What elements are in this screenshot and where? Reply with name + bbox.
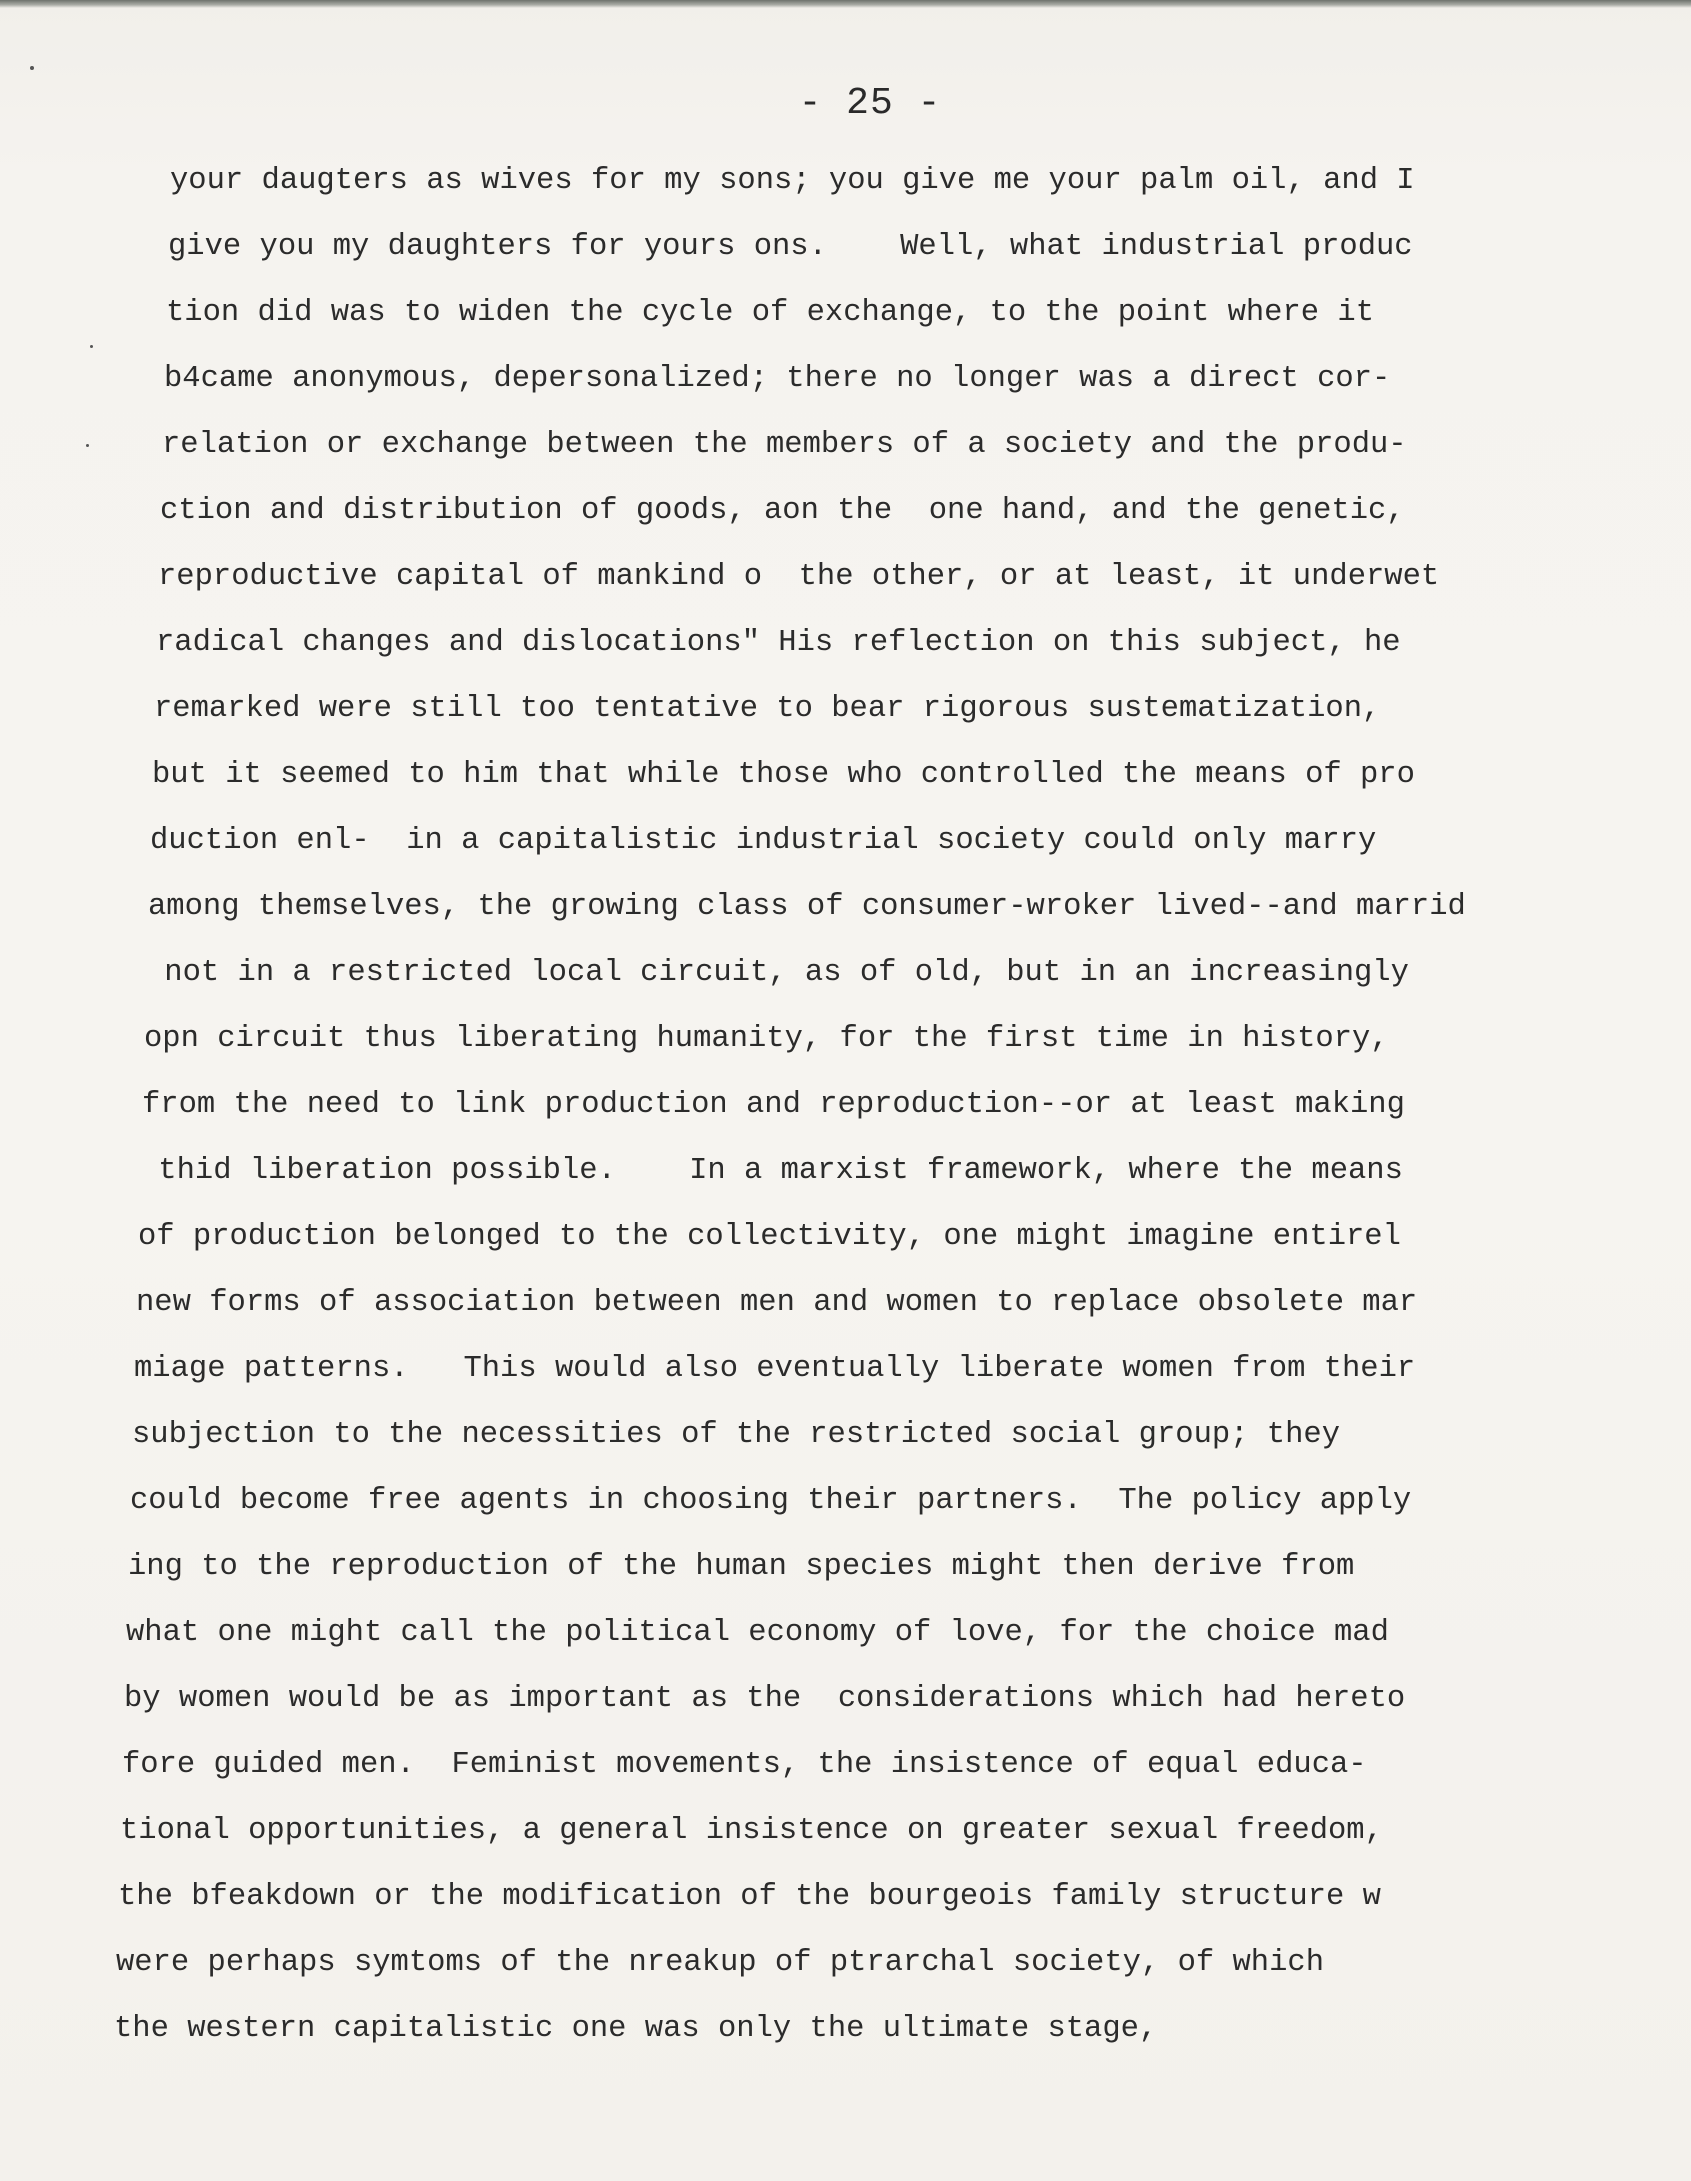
text-line: subjection to the necessities of the restricted social group; they — [132, 1418, 1340, 1452]
text-line: remarked were still too tentative to bear rigorous sustematization, — [154, 692, 1381, 726]
text-line: could become free agents in choosing their partners. The policy apply — [130, 1484, 1412, 1518]
text-line: among themselves, the growing class of consumer-wroker lived--and marrid — [148, 890, 1466, 924]
text-line: opn circuit thus liberating humanity, for the first time in history, — [144, 1022, 1389, 1056]
text-line: the bfeakdown or the modification of the bourgeois family structure w — [118, 1880, 1381, 1914]
text-line: radical changes and dislocations" His reflection on this subject, he — [156, 626, 1401, 660]
text-line: from the need to link production and reproduction--or at least making — [142, 1088, 1405, 1122]
text-line: the western capitalistic one was only the ultimate stage, — [114, 2012, 1158, 2046]
text-line: give you my daughters for yours ons. Well, what industrial produc — [168, 230, 1413, 264]
text-line: but it seemed to him that while those who controlled the means of pro — [152, 758, 1415, 792]
text-line: ing to the reproduction of the human species might then derive from — [128, 1550, 1355, 1584]
text-line: new forms of association between men and women to replace obsolete mar — [136, 1286, 1418, 1320]
text-line: b4came anonymous, depersonalized; there no longer was a direct cor- — [164, 362, 1391, 396]
text-line: of production belonged to the collectivity, one might imagine entirel — [138, 1220, 1401, 1254]
text-line: tion did was to widen the cycle of exchange, to the point where it — [166, 296, 1374, 330]
text-line: reproductive capital of mankind o the other, or at least, it underwet — [158, 560, 1440, 594]
text-line: your daugters as wives for my sons; you give me your palm oil, and I — [170, 164, 1415, 198]
text-line: ction and distribution of goods, aon the one hand, and the genetic, — [160, 494, 1405, 528]
text-line: by women would be as important as the considerations which had hereto — [124, 1682, 1406, 1716]
scan-top-edge — [0, 0, 1691, 8]
text-line: fore guided men. Feminist movements, the insistence of equal educa- — [122, 1748, 1367, 1782]
paper-speck — [86, 444, 89, 447]
text-line: miage patterns. This would also eventually liberate women from their — [134, 1352, 1416, 1386]
text-line: duction enl- in a capitalistic industrial society could only marry — [150, 824, 1377, 858]
text-line: thid liberation possible. In a marxist framework, where the means — [140, 1154, 1403, 1188]
paper-speck — [30, 66, 34, 70]
text-line: what one might call the political economy of love, for the choice mad — [126, 1616, 1389, 1650]
typewritten-body — [114, 148, 1610, 2062]
text-line: were perhaps symtoms of the nreakup of ptrarchal society, of which — [116, 1946, 1324, 1980]
text-line: tional opportunities, a general insistence on greater sexual freedom, — [120, 1814, 1383, 1848]
page-number: - 25 - — [798, 82, 942, 125]
text-line: relation or exchange between the members of a society and the produ- — [162, 428, 1407, 462]
text-line: not in a restricted local circuit, as of old, but in an increasingly — [146, 956, 1409, 990]
paper-speck — [90, 345, 93, 348]
